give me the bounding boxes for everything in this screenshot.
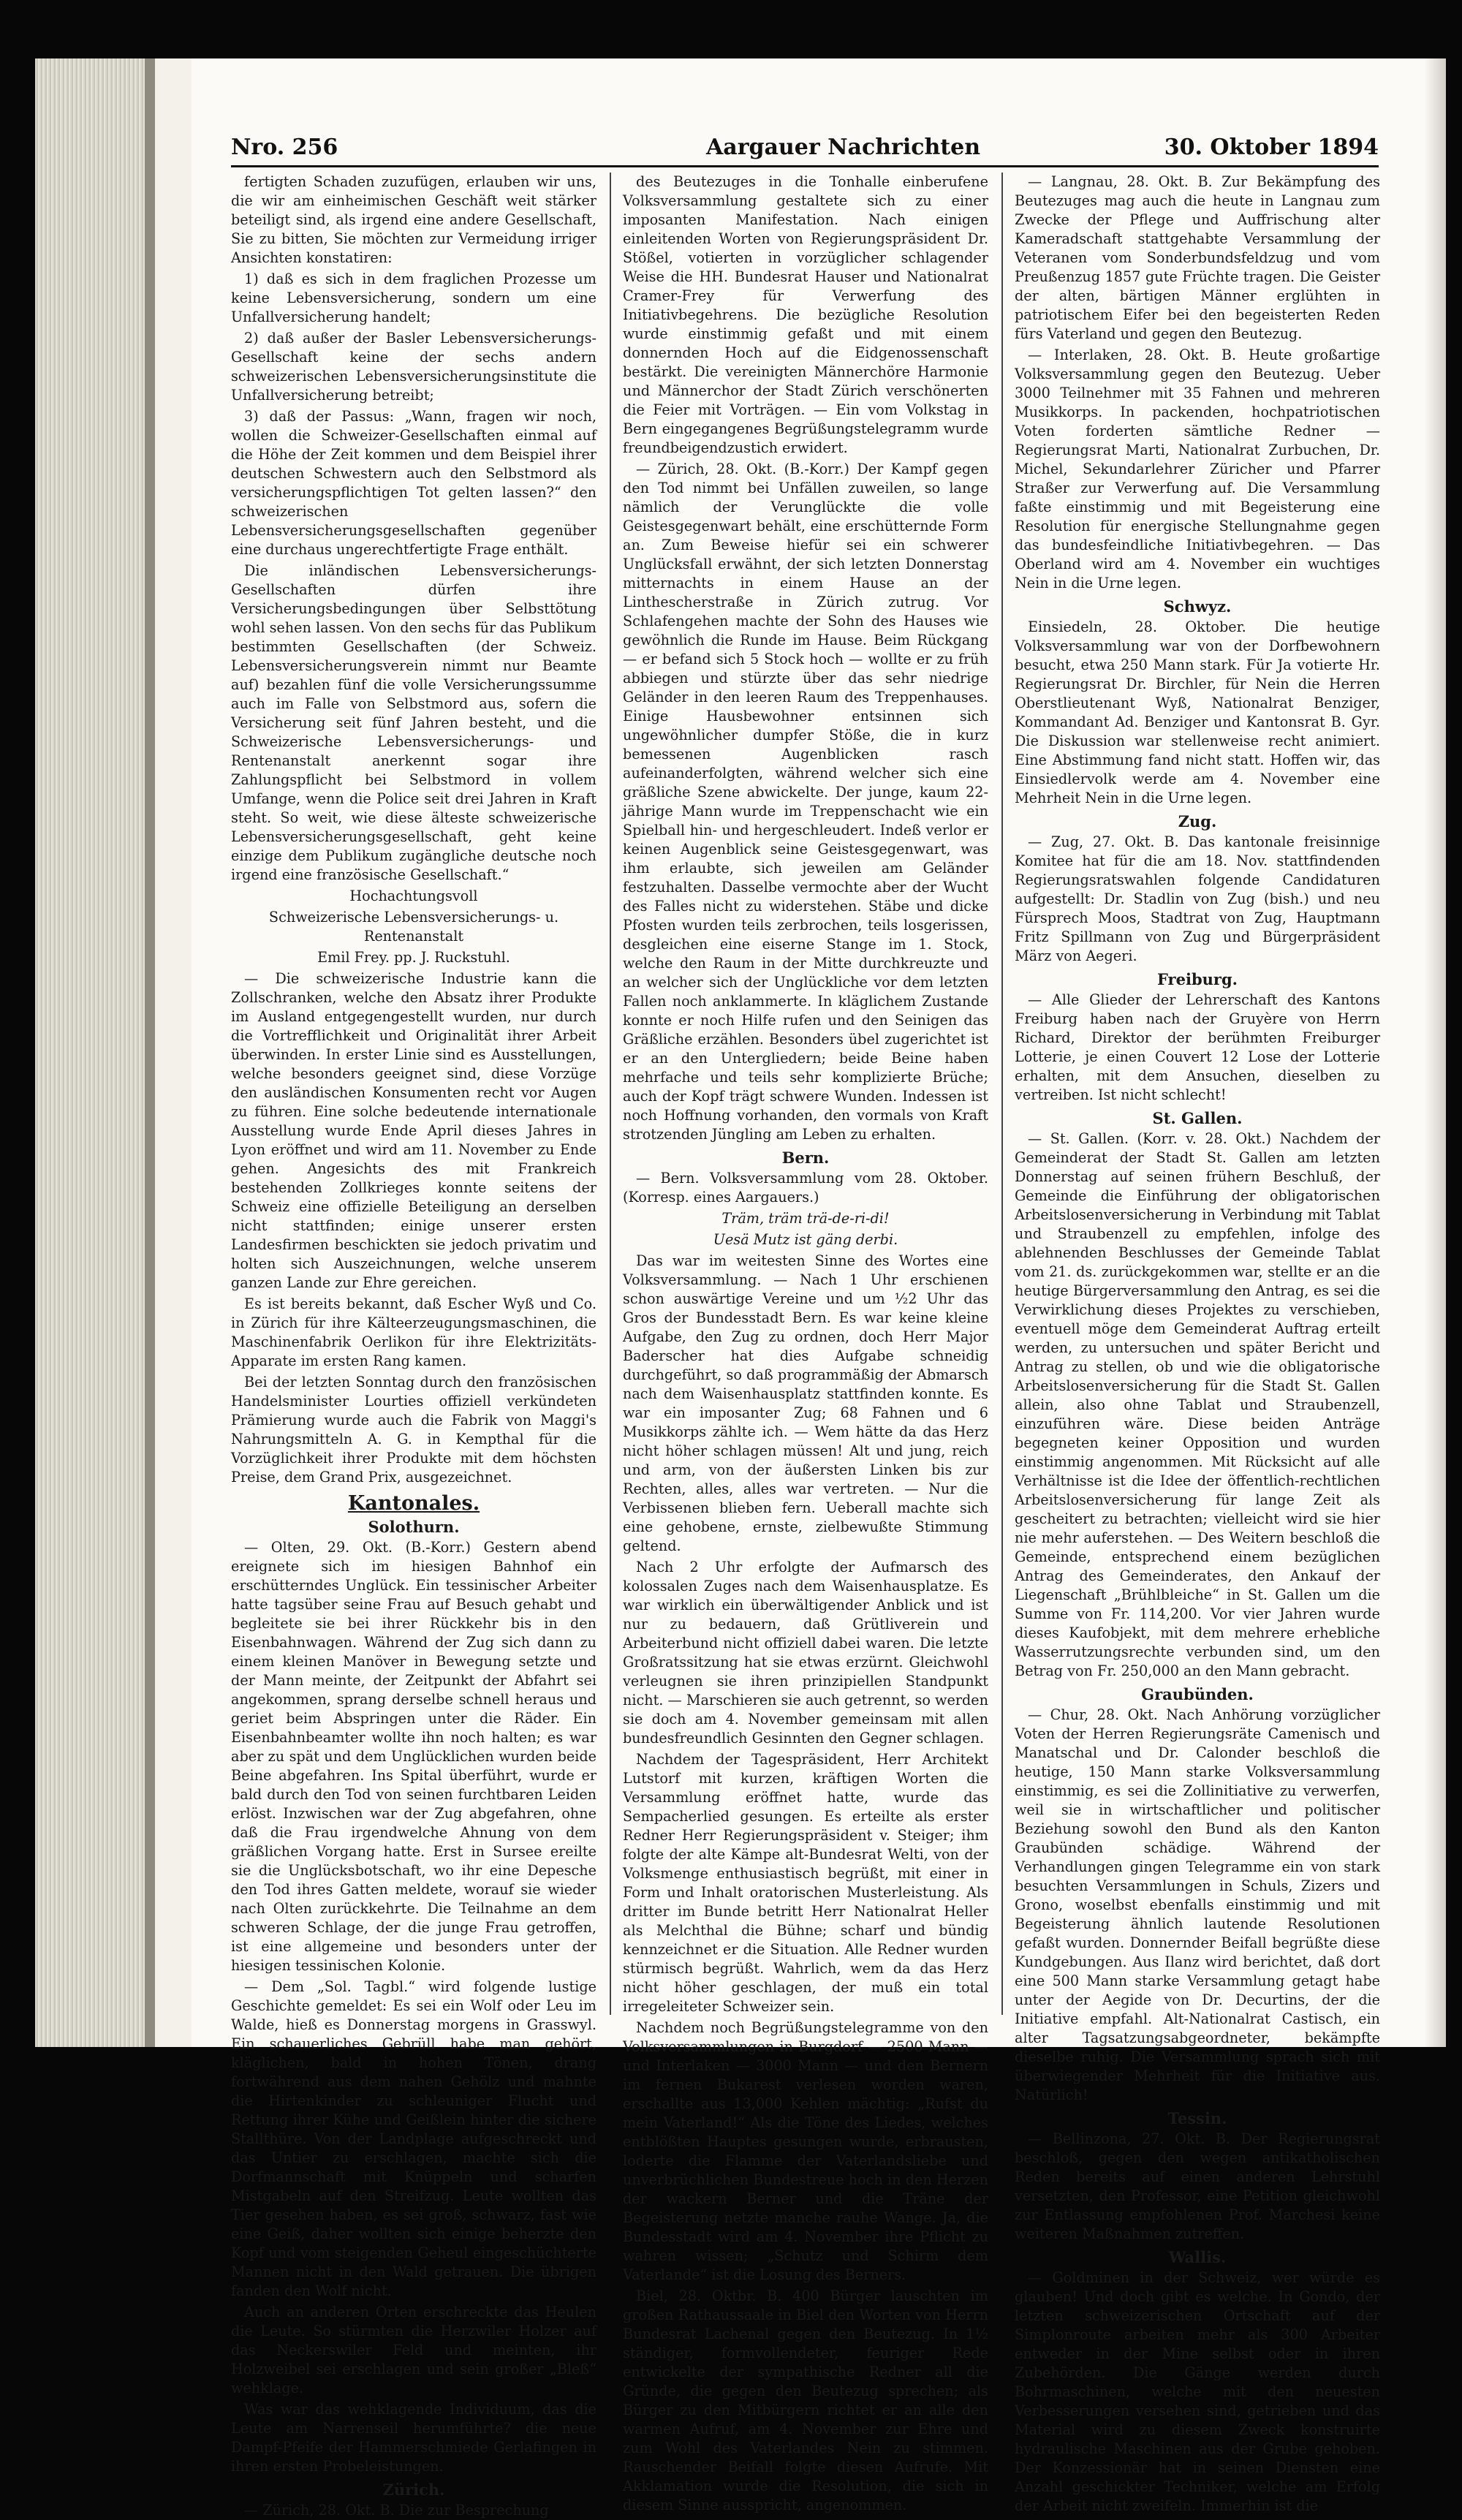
article-paragraph: — Chur, 28. Okt. Nach Anhörung vorzüglicher Voten der Herren Regierungsräte Camenisch und Manatschal und Dr. Calonder beschloß die heutige, 150 Mann starke Volksversammlung einstimmig, es sei die Zollinitiative zu verwerfen, weil sie in wirtschaftlicher und politischer Beziehung sowohl den Bund als den Kanton Graubünden schädige. Während der Verhandlungen gingen Telegramme ein von stark besuchten Versammlungen in Schuls, Zizers und Grono, woselbst ebenfalls einstimmig und mit Begeisterung ähnlich lautende Resolutionen gefaßt wurden. Donnernder Beifall begrüßte diese Kundgebungen. Aus Ilanz wird berichtet, daß dort eine 500 Mann starke Versammlung getagt habe unter der Aegide von Dr. Decurtins, der die Initiative empfahl. Alt-Nationalrat Castisch, ein alter Tagsatzungsabgeordneter, bekämpfte dieselbe ruhig. Die Versammlung sprach sich mit überwiegender Mehrheit für die Initiative aus. Natürlich! [1015,1706,1380,2103]
column-3 [1015,173,1380,2514]
verse-line: Uesä Mutz ist gäng derbi. [713,1231,898,1248]
issue-date: 30. Oktober 1894 [1164,135,1379,160]
canton-heading: Solothurn. [368,1518,460,1536]
column-separator [1001,173,1003,2015]
scanned-page [35,58,1446,2519]
article-paragraph: — Zürich, 28. Okt. B. Die zur Besprechung [244,2502,549,2519]
canton-heading: Bern. [781,1149,830,1167]
article-paragraph: Das war im weitesten Sinne des Wortes eine Volksversammlung. — Nach 1 Uhr erschienen schon auswärtige Vereine und um ½2 Uhr das Gros der Bundesstadt Bern. Es war keine kleine Aufgabe, den Zug zu ordnen, doch Herr Major Baderscher hat dies Aufgabe schneidig durchgeführt, so daß programmäßig der Abmarsch nach dem Waisenhausplatz stattfinden konnte. Es war ein imposanter Zug; 68 Fahnen und 6 Musikkorps zählte ich. — Wem hätte da das Herz nicht höher schlagen müssen! Alt und jung, reich und arm, von der äußersten Linken bis zur Rechten, alles, alles war vertreten. — Nur die Verbissenen blieben fern. Ueberall machte sich eine gehobene, ernste, zielbewußte Stimmung geltend. [623,1252,988,1554]
article-paragraph: — St. Gallen. (Korr. v. 28. Okt.) Nachdem der Gemeinderat der Stadt St. Gallen am letzten Donnerstag auf seinen frühern Beschluß, der Gemeinde die Einführung der obligatorischen Arbeitslosenversicherung in Verbindung mit Tablat und Straubenzell zu empfehlen, infolge des ablehnenden Beschlusses der Gemeinde Tablat vom 21. ds. zurückgekommen war, stellte er an die heutige Bürgerversammlung den Antrag, es sei die Verwirklichung dieses Projektes zu verschieben, eventuell möge dem Gemeinderat Auftrag erteilt werden, zu untersuchen und später Bericht und Antrag zu stellen, ob und wie die obligatorische Arbeitslosenversicherung für die Stadt St. Gallen allein, also ohne Tablat und Straubenzell, einzuführen wäre. Diese beiden Anträge begegneten keiner Opposition und wurden einstimmig angenommen. Mit Rücksicht auf alle Verhältnisse ist die Idee der öffentlich-rechtlichen Arbeitslosenversicherung für lange Zeit als gescheitert zu betrachten; vielleicht wird sie hier nie mehr auferstehen. — Des Weitern beschloß die Gemeinde, entsprechend einem bezüglichen Antrag des Gemeinderates, den Ankauf der Liegenschaft „Brühlbleiche“ in St. Gallen um die Summe von Fr. 114,200. Vor vier Jahren wurde dieses Kaufobjekt, mit dem mehrere erhebliche Wasserrutzungsrechte verbunden sind, um den Betrag von Fr. 250,000 an den Mann gebracht. [1015,1130,1380,1679]
column-separator [610,173,611,2015]
column-2 [623,173,988,2513]
article-paragraph: fertigten Schaden zuzufügen, erlauben wir uns, die wir am einheimischen Geschäft weit stärker beteiligt sind, als irgend eine andere Gesellschaft, Sie zu bitten, Sie möchten zur Vermeidung irriger Ansichten konstatiren: [231,173,596,266]
article-paragraph: — Goldminen in der Schweiz, wer würde es glauben! Und doch gibt es welche. In Gondo, der letzten schweizerischen Ortschaft auf der Simplonroute arbeiten mehr als 300 Arbeiter entweder in der Mine selbst oder in ihren Zubehörden. Die Gänge werden durch Bohrmaschinen, welche mit den neuesten Verbesserungen versehen sind, getrieben und das Material wird zu diesem Zweck konstruirte hydraulische Maschinen aus der Grube gehoben. Der Konzessionär hat in seinen Diensten eine Anzahl geschickter Techniker, welche am Erfolg der Arbeit nicht zweifeln. Immerhin ist die [1015,2269,1380,2514]
issue-number: Nro. 256 [231,135,338,160]
canton-heading: Zug. [1178,812,1217,830]
article-paragraph: Was war das wehklagende Individuum, das die Leute am Narrenseil herumführte? die neue Dampf-Pfeife der Hammerschmiede Gerlafingen in ihren ersten Probeleistungen. [231,2401,596,2475]
article-paragraph: — Langnau, 28. Okt. B. Zur Bekämpfung des Beutezuges mag auch die heute in Langnau zum Zwecke der Pflege und Auffrischung alter Kameradschaft stattgehabte Versammlung der Veteranen vom Sonderbundsfeldzug und vom Preußenzug 1857 gute Früchte tragen. Die Geister der alten, bärtigen Männer erglühten in patriotischem Eifer bei den begeisterten Reden fürs Vaterland und gegen den Beutezug. [1015,173,1380,342]
article-paragraph: 2) daß außer der Basler Lebensversicherungs-Gesellschaft keine der sechs andern schweizerischen Lebensversicherungsinstitute die Unfallversicherung betreibt; [231,330,596,404]
article-paragraph: — Bellinzona, 27. Okt. B. Der Regierungsrat beschloß, gegen den wegen antikatholischen Reden bereits auf einen anderen Lehrstuhl versetzten, den Professor, eine Petition gleichwohl zur Entlassung empfohlenen Prof. Marchesi keine weiteren Maßnahmen zutreffen. [1015,2130,1380,2242]
column-1 [231,173,596,2519]
canton-heading: St. Gallen. [1152,1109,1243,1127]
article-paragraph: Die inländischen Lebensversicherungs-Gesellschaften dürfen ihre Versicherungsbedingungen über Selbsttötung wohl sehen lassen. Von den sechs für das Publikum bestimmten Gesellschaften (der Schweiz. Lebensversicherungsverein nimmt nur Beamte auf) bezahlen fünf die volle Versicherungssumme auch im Falle von Selbstmord aus, sofern die Versicherung seit fünf Jahren besteht, und die Schweizerische Lebensversicherungs- und Rentenanstalt anerkennt sogar ihre Zahlungspflicht bei Selbstmord in vollem Umfange, wenn die Police seit drei Jahren in Kraft steht. So weit, wie diese älteste schweizerische Lebensversicherungsgesellschaft, geht keine einzige dem Publikum zugängliche deutsche noch irgend eine französische Gesellschaft.“ [231,562,596,883]
book-spine-edge [145,58,155,2047]
article-paragraph: — Bern. Volksversammlung vom 28. Oktober. (Korresp. eines Aargauers.) [623,1170,988,1206]
verse-line: Träm, träm trä-de-ri-di! [721,1210,890,1227]
article-paragraph: Nachdem noch Begrüßungstelegramme von den Volksversammlungen in Burgdorf — 2500 Mann — und Interlaken — 3000 Mann — und den Bernern im fernen Bukarest verlesen worden waren, erschallte aus 13,000 Kehlen mächtig: „Rufst du mein Vaterland!“ Als die Töne des Liedes, welches entblößten Hauptes gesungen wurde, erbrausten, loderte die Flamme der Vaterlandsliebe und unverbrüchlichen Bundestreue hoch in den Herzen der wackern Berner und die Träne der Begeisterung netzte manche rauhe Wange. Ja, die Bundesstadt wird am 4. November ihre Pflicht zu wahren wissen; „Schutz und Schirm dem Vaterlande“ ist die Losung des Berners. [623,2019,988,2283]
article-paragraph: Einsiedeln, 28. Oktober. Die heutige Volksversammlung war von der Dorfbewohnern besucht, etwa 250 Mann stark. Für Ja votierte Hr. Regierungsrat Dr. Birchler, für Nein die Herren Oberstlieutenant Wyß, Nationalrat Benziger, Kommandant Ad. Benziger und Kantonsrat B. Gyr. Die Diskussion war stellenweise recht animiert. Eine Abstimmung fand nicht statt. Hoffen wir, das Einsiedlervolk werde am 4. November eine Mehrheit Nein in die Urne legen. [1015,618,1380,806]
canton-heading: Tessin. [1167,2109,1227,2127]
canton-heading: Schwyz. [1163,597,1232,616]
article-paragraph: Biel, 28. Oktbr. B. 400 Bürger lauschten im großen Rathaussaale in Biel den Worten von Herrn Bundesrat Lachenal gegen den Beutezug. In 1½ ständiger, formvollendeter, feuriger Rede entwickelte der sympathische Redner all die Gründe, die gegen den Beutezug sprechen; als Bürger zu den Mitbürgern richtet er an alle den warmen Aufruf, am 4. November zur Ehre und zum Wohl des Vaterlandes Nein zu stimmen. Rauschender Beifall folgte diesen Aufrufe. Mit Akklamation wurde die Resolution, die sich in diesem Sinne ausspricht, angenommen. [623,2288,988,2513]
masthead: Aargauer Nachrichten [706,135,981,160]
article-paragraph: 1) daß es sich in dem fraglichen Prozesse um keine Lebensversicherung, sondern um eine Unfallversicherung handelt; [231,270,596,325]
article-paragraph: — Zug, 27. Okt. B. Das kantonale freisinnige Komitee hat für die am 18. Nov. stattfindenden Regierungsratswahlen folgende Candidaturen aufgestellt: Dr. Stadlin von Zug (bish.) und neu Fürsprech Moos, Stadtrat von Zug, Hauptmann Fritz Spillmann von Zug und Bürgerpräsident März von Aegeri. [1015,833,1380,964]
canton-heading: Graubünden. [1141,1685,1254,1703]
article-paragraph: Es ist bereits bekannt, daß Escher Wyß und Co. in Zürich für ihre Kälteerzeugungsmaschinen, die Maschinenfabrik Oerlikon für ihre Elektrizitäts-Apparate im ersten Rang kamen. [231,1295,596,1369]
article-paragraph: — Alle Glieder der Lehrerschaft des Kantons Freiburg haben nach der Gruyère von Herrn Richard, Direktor der berühmten Freiburger Lotterie, je einen Couvert 12 Lose der Lotterie erhalten, mit dem Ansuchen, dieselben zu vertreiben. Ist nicht schlecht! [1015,991,1380,1103]
article-paragraph: Auch an anderen Orten erschreckte das Heulen die Leute. So stürmten die Herzwiler Holzer auf das Neckerswiler Feld und meinten, ihr Holzweibel sei erschlagen und sein großer „Bleß“ wehklage. [231,2304,596,2396]
canton-heading: Zürich. [382,2481,445,2499]
canton-heading: Wallis. [1168,2248,1227,2266]
article-paragraph: — Die schweizerische Industrie kann die Zollschranken, welche den Absatz ihrer Produkte im Ausland entgegengestellt wurden, nur durch die Vortrefflichkeit und Originalität ihrer Arbeit überwinden. In erster Linie sind es Ausstellungen, welche besonders geeignet sind, diese Vorzüge den ausländischen Konsumenten recht vor Augen zu führen. Eine solche bedeutende internationale Ausstellung wurde Ende April dieses Jahres in Lyon eröffnet und wird am 11. November zu Ende gehen. Angesichts des mit Frankreich bestehenden Zollkrieges konnte seitens der Schweiz eine offizielle Beteiligung an derselben nicht stattfinden; einige unserer ersten Landesfirmen beschickten sie jedoch privatim und holten sich Auszeichnungen, welche unserem ganzen Lande zur Ehre gereichen. [231,970,596,1291]
header-rule [231,165,1379,167]
book-spine [35,58,152,2047]
article-paragraph: — Dem „Sol. Tagbl.“ wird folgende lustige Geschichte gemeldet: Es sei ein Wolf oder Leu im Walde, hieß es Donnerstag morgens in Grasswyl. Ein schauerliches Gebrüll habe man gehört, kläglichen, bald in hohen Tönen, drang fortwährend aus dem nahen Gehölz und mahnte die Hirtenkinder zu schleuniger Flucht und Rettung ihrer Kühe und Geißlein hinter die sichere Stallthüre. Von der Landplage aufgeschreckt und das Untier zu erschlagen, machte sich die Dorfmannschaft mit Knüppeln und scharfen Mistgabeln auf den Streifzug. Leute wollten das Tier gesehen haben, es sei groß, schwarz, fast wie eine Geiß, daher wollten sich einige beherzte den Kopf und vom steigenden Geheul eingeschüchterte Mannen nicht in den Wald getrauen. Die übrigen fanden den Wolf nicht. [231,1978,596,2299]
signature-line: Hochachtungsvoll [349,888,478,904]
canton-heading: Freiburg. [1157,970,1238,988]
article-paragraph: Nachdem der Tagespräsident, Herr Architekt Lutstorf mit kurzen, kräftigen Worten die Versammlung eröffnet hatte, wurde das Sempacherlied gesungen. Es erteilte als erster Redner Herr Regierungspräsident v. Steiger; ihm folgte der alte Kämpe alt-Bundesrat Welti, von der Volksmenge enthusiastisch begrüßt, mit einer in Form und Inhalt oratorischen Musterleistung. Als dritter im Bunde betritt Herr Nationalrat Heller als Melchthal die Bühne; scharf und bündig kennzeichnet er die Situation. Alle Redner wurden stürmisch begrüßt. Wahrlich, wem da das Herz nicht höher geschlagen, der muß ein total irregeleiteter Schweizer sein. [623,1751,988,2015]
article-paragraph: — Olten, 29. Okt. (B.-Korr.) Gestern abend ereignete sich im hiesigen Bahnhof ein erschütterndes Unglück. Ein tessinischer Arbeiter hatte tagsüber seine Frau auf Besuch gehabt und begleitete sie bei ihrer Rückkehr bis in den Eisenbahnwagen. Während der Zug sich dann zu einem kleinen Manöver in Bewegung setzte und der Mann meinte, der Zeitpunkt der Abfahrt sei angekommen, sprang derselbe schnell heraus und geriet beim Abspringen unter die Räder. Ein Eisenbahnbeamter wollte ihn noch halten; es war aber zu spät und dem Unglücklichen wurden beide Beine abgefahren. Ins Spital überführt, wurde er bald durch den Tod von seinen furchtbaren Leiden erlöst. Inzwischen war der Zug abgefahren, ohne daß die Frau irgendwelche Ahnung von dem gräßlichen Vorgang hatte. Erst in Sursee ereilte sie die Unglücksbotschaft, wo ihr eine Depesche den Tod ihres Gatten meldete, worauf sie wieder nach Olten zurückkehrte. Die Teilnahme an dem schweren Schlage, der die junge Frau getroffen, ist eine allgemeine und besonders unter der hiesigen tessinischen Kolonie. [231,1539,596,1974]
signature-line: Emil Frey. pp. J. Ruckstuhl. [317,949,510,966]
newspaper-sheet [192,58,1446,2519]
article-paragraph: des Beutezuges in die Tonhalle einberufene Volksversammlung gestaltete sich zu einer imposanten Manifestation. Nach einigen einleitenden Worten von Regierungspräsident Dr. Stößel, votierten in vorzüglicher schlagender Weise die HH. Bundesrat Hauser und Nationalrat Cramer-Frey für Verwerfung des Initiativbegehrens. Die bezügliche Resolution wurde einstimmig gefaßt und mit einem donnernden Hoch auf die Eidgenossenschaft bestärkt. Die vereinigten Männerchöre Harmonie und Männerchor der Stadt Zürich verschönerten die Feier mit Vorträgen. — Ein vom Volkstag in Bern eingegangenes Begrüßungstelegramm wurde freundbeigendzustich erwidert. [623,173,988,456]
signature-line: Schweizerische Lebensversicherungs- u. Rentenanstalt [268,909,559,945]
article-paragraph: Nach 2 Uhr erfolgte der Aufmarsch des kolossalen Zuges nach dem Waisenhausplatze. Es war wirklich ein überwältigender Anblick und ist nur zu bedauern, daß Grütliverein und Arbeiterbund nicht offiziell dabei waren. Die letzte Großratssitzung hat sie etwas erzürnt. Gleichwohl verleugnen sie ihren prinzipiellen Standpunkt nicht. — Marschieren sie auch getrennt, so werden sie doch am 4. November gemeinsam mit allen bundesfreundlich Gesinnten den Gegner schlagen. [623,1559,988,1747]
page-header [231,135,1379,164]
section-heading: Kantonales. [347,1492,480,1515]
article-paragraph: 3) daß der Passus: „Wann, fragen wir noch, wollen die Schweizer-Gesellschaften einmal auf die Höhe der Zeit kommen und dem Beispiel ihrer deutschen Schwestern auch den Selbstmord als versicherungspflichtigen Tot gelten lassen?“ den schweizerischen Lebensversicherungsgesellschaften gegenüber eine durchaus ungerechtfertigte Frage enthält. [231,408,596,558]
page-edge-shadow [1424,58,1446,2047]
article-paragraph: Bei der letzten Sonntag durch den französischen Handelsminister Lourties offiziell verkündeten Prämierung wurde auch die Fabrik von Maggi's Nahrungsmitteln A. G. in Kempthal für die Vorzüglichkeit ihrer Produkte mit dem höchsten Preise, dem Grand Prix, ausgezeichnet. [231,1374,596,1486]
article-paragraph: — Interlaken, 28. Okt. B. Heute großartige Volksversammlung gegen den Beutezug. Ueber 3000 Teilnehmer mit 35 Fahnen und mehreren Musikkorps. In packenden, hochpatriotischen Voten forderten sämtliche Redner — Regierungsrat Marti, Nationalrat Zurbuchen, Dr. Michel, Sekundarlehrer Züricher und Pfarrer Straßer zur Verwerfung auf. Die Versammlung faßte einstimmig und mit Begeisterung eine Resolution für energische Stellungnahme gegen das bundesfeindliche Initiativbegehren. — Das Oberland wird am 4. November ein wuchtiges Nein in die Urne legen. [1015,347,1380,591]
article-paragraph: — Zürich, 28. Okt. (B.-Korr.) Der Kampf gegen den Tod nimmt bei Unfällen zuweilen, so lange nämlich der Verunglückte die volle Geistesgegenwart behält, eine erschütternde Form an. Zum Beweise hiefür sei ein schwerer Unglücksfall erwähnt, der sich letzten Donnerstag mitternachts in einem Hause an der Linthescherstraße in Zürich zutrug. Vor Schlafengehen machte der Sohn des Hauses wie gewöhnlich die Runde im Hause. Beim Rückgang — er befand sich 5 Stock hoch — wollte er zu früh abbiegen und stürzte über das sehr niedrige Geländer in den leeren Raum des Treppenhauses. Einige Hausbewohner entsinnen sich ungewöhnlicher dumpfer Stöße, die in kurz bemessenen Augenblicken rasch aufeinanderfolgten, während welcher sich eine gräßliche Szene abwickelte. Der junge, kaum 22-jährige Mann wurde im Treppenschacht wie ein Spielball hin- und hergeschleudert. Indeß verlor er keinen Augenblick seine Geistesgegenwart, was ihm erlaubte, sich jeweilen am Geländer festzuhalten. Dasselbe vermochte aber der Wucht des Falles nicht zu widerstehen. Stäbe und dicke Pfosten wurden teils zerbrochen, teils losgerissen, desgleichen eine eiserne Stange im 1. Stock, welche den Raum in der Mitte durchkreuzte und an welcher sich der Unglückliche vor dem letzten Fallen noch anklammerte. In kläglichem Zustande konnte er noch Hilfe rufen und den Seinigen das Gräßliche erzählen. Besonders übel zugerichtet ist er an den Untergliedern; beide Beine haben mehrfache und teils sehr komplizierte Brüche; auch der Kopf trägt schwere Wunden. Indessen ist noch Hoffnung vorhanden, den vormals von Kraft strotzenden Jüngling am Leben zu erhalten. [623,461,988,1143]
